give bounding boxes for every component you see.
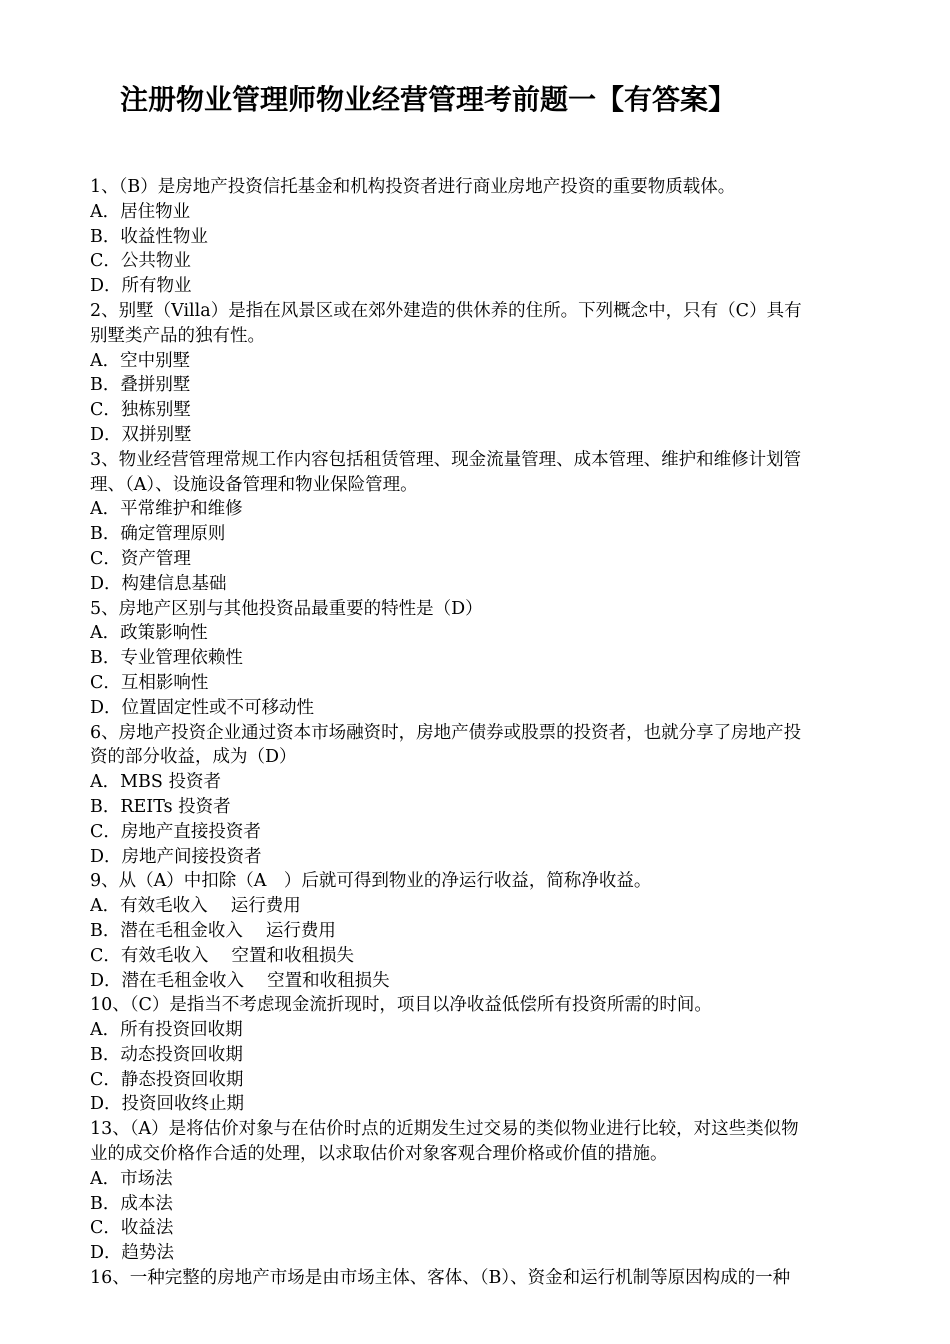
page-title: 注册物业管理师物业经营管理考前题一【有答案】 [120,83,737,116]
option-d: D．投资回收终止期 [90,1094,245,1115]
question-stem: 10、（C）是指当不考虑现金流折现时，项目以净收益低偿所有投资所需的时间。 [90,995,712,1016]
option-a: A．所有投资回收期 [90,1020,243,1041]
option-d: D．所有物业 [90,276,192,297]
question-item [90,1266,890,1291]
option-c: C．有效毛收入 空置和收租损失 [90,945,354,966]
question-stem: 5、房地产区别与其他投资品最重要的特性是（D） [90,598,483,619]
option-a: A．居住物业 [90,201,191,222]
option-a: A．有效毛收入 运行费用 [90,896,301,917]
option-c: C．互相影响性 [90,672,209,693]
question-stem-line: 别墅类产品的独有性。 [90,325,265,346]
option-b: B．专业管理依赖性 [90,648,243,669]
question-list [90,175,890,1291]
option-c: C．资产管理 [90,548,191,569]
question-item [90,993,890,1117]
option-c: C．公共物业 [90,251,191,272]
option-d: D．趋势法 [90,1243,175,1264]
option-b: B．潜在毛租金收入 运行费用 [90,920,336,941]
question-stem-line: 3、物业经营管理常规工作内容包括租赁管理、现金流量管理、成本管理、维护和维修计划管 [90,449,802,470]
option-d: D．潜在毛租金收入 空置和收租损失 [90,970,390,991]
question-item [90,1117,890,1266]
question-item [90,721,890,870]
option-a: A．平常维护和维修 [90,499,243,520]
option-a: A．空中别墅 [90,350,191,371]
question-item [90,597,890,721]
question-stem: 16、一种完整的房地产市场是由市场主体、客体、（B）、资金和运行机制等原因构成的一种 [90,1268,791,1289]
option-b: B．成本法 [90,1193,173,1214]
option-b: B．REITs 投资者 [90,796,231,817]
option-b: B．收益性物业 [90,226,208,247]
option-a: A．市场法 [90,1168,173,1189]
option-a: A．MBS 投资者 [90,772,221,793]
question-stem: 9、从（A）中扣除（A ）后就可得到物业的净运行收益，简称净收益。 [90,871,652,892]
option-b: B．叠拼别墅 [90,375,191,396]
option-b: B．动态投资回收期 [90,1044,243,1065]
question-item [90,299,890,448]
option-d: D．位置固定性或不可移动性 [90,697,315,718]
question-stem-line: 13、（A）是将估价对象与在估价时点的近期发生过交易的类似物业进行比较，对这些类似物 [90,1119,799,1140]
question-stem-line: 2、别墅（Villa）是指在风景区或在郊外建造的供休养的住所。下列概念中，只有（C）具有 [90,300,802,321]
question-stem-line: 资的部分收益，成为（D） [90,747,297,768]
question-stem-line: 理、（A）、设施设备管理和物业保险管理。 [90,474,418,495]
option-c: C．独栋别墅 [90,400,191,421]
question-stem-line: 6、房地产投资企业通过资本市场融资时，房地产债券或股票的投资者，也就分享了房地产投 [90,722,802,743]
question-stem: 1、（B）是房地产投资信托基金和机构投资者进行商业房地产投资的重要物质载体。 [90,177,736,197]
option-c: C．收益法 [90,1218,174,1239]
option-c: C．房地产直接投资者 [90,821,261,842]
option-b: B．确定管理原则 [90,524,226,545]
question-item [90,448,890,597]
question-stem-line: 业的成交价格作合适的处理，以求取估价对象客观合理价格或价值的措施。 [90,1144,668,1165]
option-d: D．双拼别墅 [90,424,192,445]
option-d: D．构建信息基础 [90,573,227,594]
option-d: D．房地产间接投资者 [90,846,262,867]
question-item [90,869,890,993]
option-c: C．静态投资回收期 [90,1069,244,1090]
question-item [90,175,890,299]
option-a: A．政策影响性 [90,623,208,644]
